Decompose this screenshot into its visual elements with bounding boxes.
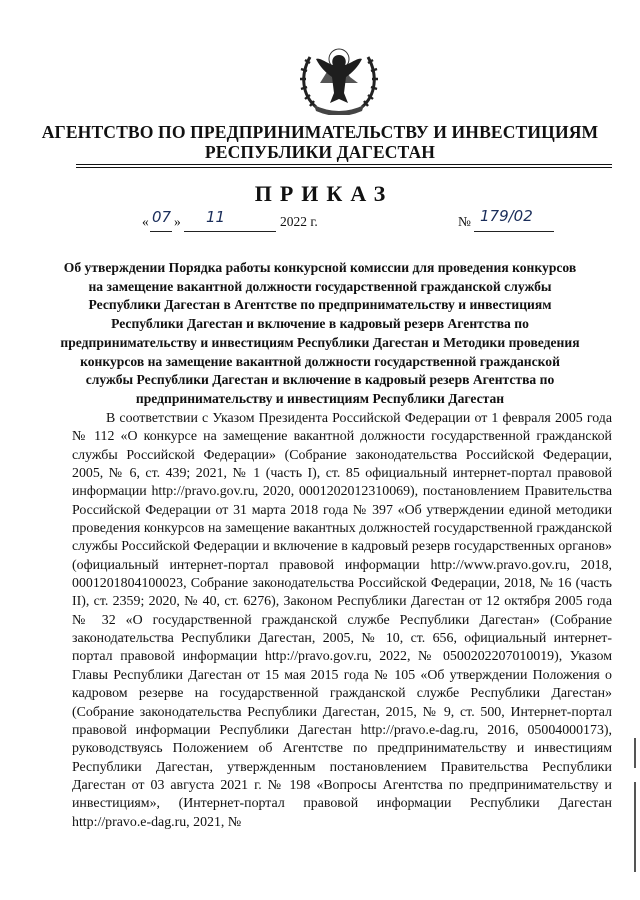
date-day-underline — [150, 231, 172, 232]
document-type-title: ПРИКАЗ — [254, 181, 394, 206]
date-month-underline — [184, 231, 276, 232]
organization-name-line2: РЕСПУБЛИКИ ДАГЕСТАН — [204, 142, 436, 162]
organization-name-line1: АГЕНТСТВО ПО ПРЕДПРИНИМАТЕЛЬСТВУ И ИНВЕСТИЦИЯМ — [41, 122, 599, 142]
header-divider-thick — [76, 164, 612, 165]
document-number-value: 179/02 — [480, 207, 533, 225]
document-number-prefix: № — [458, 214, 471, 229]
document-subject: Об утверждении Порядка работы конкурсной комиссии для проведения конкурсов на замещение вакантной должности государственной гражданской службы Республики Дагестан в Агентстве по предпринимательству и инвестициям Республики Дагестан и включение в кадровый резерв Агентства по предпринимательству и инвестициям Республики Дагестан и Методики проведения конкурсов на замещение вакантной должности государственной гражданской службы Республики Дагестан и включение в кадровый резерв Агентства по предпринимательству и инвестициям Республики Дагестан — [60, 260, 580, 406]
document-body-paragraph: В соответствии с Указом Президента Российской Федерации от 1 февраля 2005 года № 112 «О конкурсе на замещение вакантной должности государственной гражданской службы Российской Федерации» (Собрание законодательства Российской Федерации, 2005, № 6, ст. 439; 2021, № 1 (часть I), ст. 85 официальный интернет-портал правовой информации http://pravo.gov.ru, 2020, 0001202012310069), постановлением Правительства Российской Федерации от 31 марта 2018 года № 397 «Об утверждении единой методики проведения конкурсов на замещение вакантных должностей государственной гражданской службы Российской Федерации и включение в кадровый резерв государственных органов» (официальный интернет-портал правовой информации http://www.pravo.gov.ru, 2018, 0001201804100023, Собрание законодательства Российской Федерации, 2018, № 16 (часть II), ст. 2359; 2020, № 40, ст. 6276), Законом Республики Дагестан от 12 октября 2005 года № 32 «О государственной гражданской службе Республики Дагестан» (Собрание законодательства Республики Дагестан, 2005, № 10, ст. 656, официальный интернет-портал правовой информации http://pravo.gov.ru, 2022, № 0500202207010019), Указом Главы Республики Дагестан от 15 мая 2015 года № 105 «Об утверждении Положения о кадровом резерве на государственной гражданской службе Республики Дагестан» (Собрание законодательства Республики Дагестан, 2015, № 9, ст. 500, Интернет-портал правовой информации Республики Дагестан http://pravo.e-dag.ru, 2016, 05004000173), руководствуясь Положением об Агентстве по предпринимательству и инвестициям Республики Дагестан, утвержденным постановлением Правительства Республики Дагестан от 03 августа 2021 г. № 198 «Вопросы Агентства по предпринимательству и инвестициям», (Интернет-портал правовой информации Республики Дагестан http://pravo.e-dag.ru, 2021, № — [72, 411, 612, 830]
dagestan-coat-of-arms-emblem-icon — [296, 37, 382, 115]
date-day: 07 — [152, 208, 172, 226]
scan-edge-mark — [634, 738, 636, 768]
scan-edge-mark — [634, 782, 636, 872]
header-divider-thin — [76, 167, 612, 168]
date-close-quote: » — [174, 214, 181, 229]
date-month: 11 — [206, 208, 226, 226]
date-year: 2022 г. — [280, 214, 318, 229]
document-number-underline — [474, 231, 554, 232]
date-open-quote: « — [142, 214, 149, 229]
